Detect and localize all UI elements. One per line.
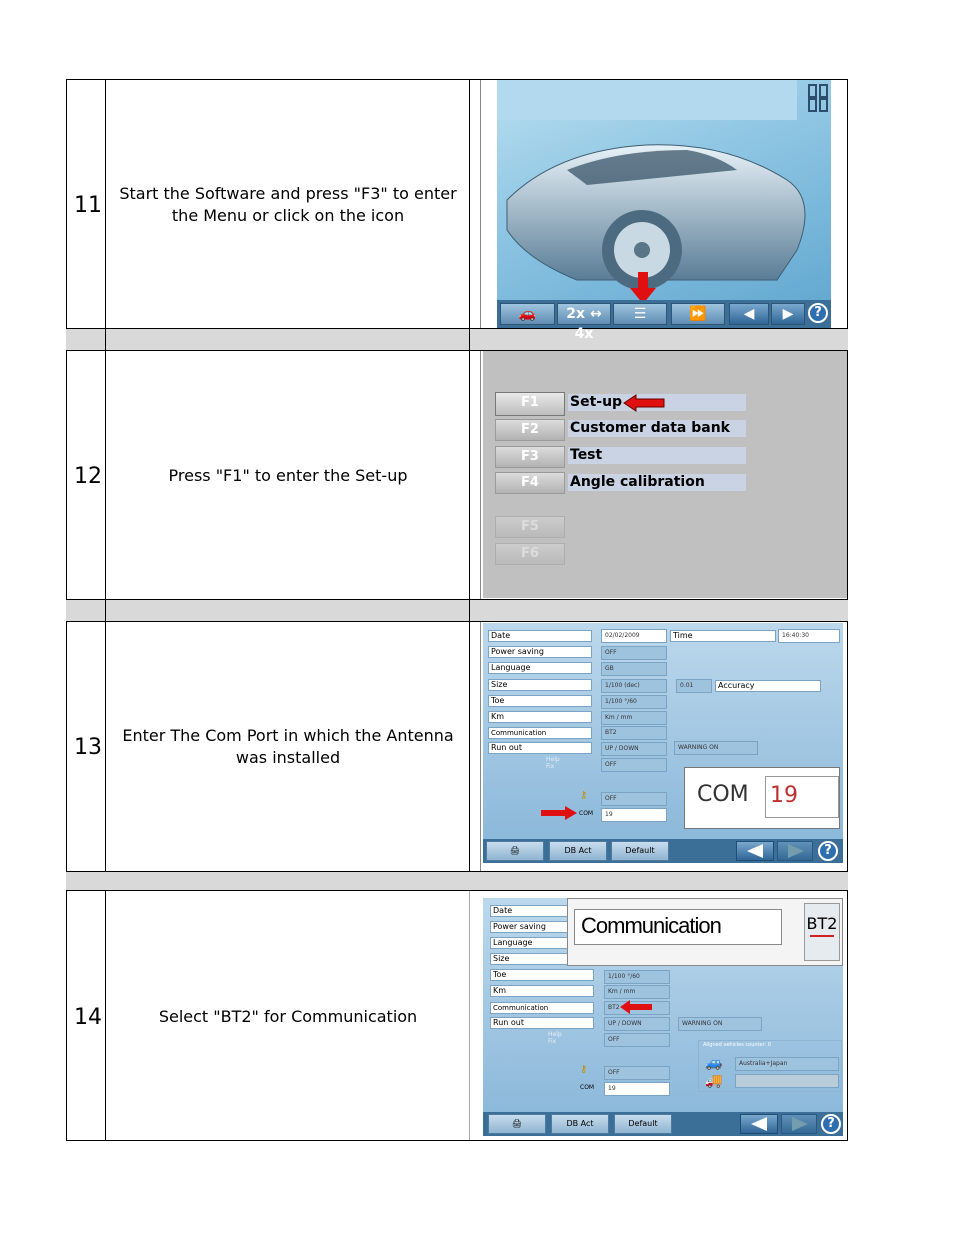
back-button[interactable] <box>729 303 769 325</box>
language-value[interactable]: GB <box>601 662 667 676</box>
car-image <box>497 110 831 300</box>
back-button[interactable] <box>736 841 774 861</box>
db-act-button[interactable]: DB Act <box>551 1114 609 1134</box>
f2-key[interactable]: F2 <box>495 419 565 441</box>
step-description: Press "F1" to enter the Set-up <box>168 466 408 485</box>
com-value[interactable]: 19 <box>604 1082 670 1096</box>
run-out-value[interactable]: UP / DOWN <box>604 1017 670 1031</box>
default-button[interactable]: Default <box>614 1114 672 1134</box>
menu-item-angle-calibration[interactable]: Angle calibration <box>568 474 746 491</box>
zoom-bt2-value[interactable]: BT2 <box>804 903 840 961</box>
run-out-label: Run out <box>490 1017 594 1029</box>
printer-icon: 🖨 <box>509 846 521 855</box>
row-separator <box>66 871 848 891</box>
f4-key[interactable]: F4 <box>495 472 565 494</box>
zoom-communication-label: Communication <box>574 909 782 945</box>
toe-label: Toe <box>488 695 592 707</box>
step-number: 13 <box>74 735 102 760</box>
key-icon: ⚷ <box>580 790 588 801</box>
car-icon: 🚗 <box>518 306 537 322</box>
fast-forward-icon: ⏩ <box>689 306 707 322</box>
com-label: COM <box>579 810 594 817</box>
menu-icon-button[interactable] <box>613 303 667 325</box>
row-separator <box>66 328 848 351</box>
car-icon: 🚙 <box>705 1055 723 1071</box>
help-button[interactable]: ? <box>818 841 838 861</box>
communication-label: Communication <box>488 727 592 739</box>
toe-value[interactable]: 1/100 °/60 <box>601 695 667 709</box>
km-value[interactable]: Km / mm <box>601 711 667 725</box>
km-label: Km <box>488 711 592 723</box>
key-icon: ⚷ <box>580 1064 588 1075</box>
step-description: Enter The Com Port in which the Antenna was installed <box>122 726 454 767</box>
forward-button[interactable] <box>777 841 813 861</box>
date-label: Date <box>488 630 592 642</box>
menu-item-test[interactable]: Test <box>568 447 746 464</box>
language-label: Language <box>490 937 570 949</box>
f5-key: F5 <box>495 516 565 538</box>
arrow-left-icon <box>741 1115 779 1133</box>
toe-value[interactable]: 1/100 °/60 <box>604 970 670 984</box>
grid-icon <box>807 83 829 113</box>
language-label: Language <box>488 662 592 674</box>
warning-value[interactable]: WARNING ON <box>678 1017 762 1031</box>
printer-icon: 🖨 <box>511 1119 523 1128</box>
red-arrow-icon <box>541 806 577 820</box>
accuracy-value[interactable]: 0.01 <box>676 679 712 693</box>
vehicle-select-button[interactable] <box>500 303 555 325</box>
com-label: COM <box>580 1084 595 1091</box>
km-value[interactable]: Km / mm <box>604 985 670 999</box>
size-label: Size <box>488 679 592 691</box>
km-label: Km <box>490 985 594 997</box>
region-value-2[interactable] <box>735 1074 839 1088</box>
size-value[interactable]: 1/100 (dec) <box>601 679 667 693</box>
size-label: Size <box>490 953 570 965</box>
help-fix-value[interactable]: OFF <box>604 1033 670 1047</box>
communication-value[interactable]: BT2 <box>604 1001 670 1015</box>
com-zoom-inset <box>684 767 840 829</box>
communication-zoom-inset <box>567 898 843 966</box>
f6-key: F6 <box>495 543 565 565</box>
arrow-right-icon: ▶ <box>782 306 794 322</box>
power-saving-label: Power saving <box>490 921 570 933</box>
date-label: Date <box>490 905 570 917</box>
communication-value[interactable]: BT2 <box>601 726 667 740</box>
help-button[interactable]: ? <box>821 1114 841 1134</box>
warning-value[interactable]: WARNING ON <box>674 741 758 755</box>
step-description: Start the Software and press "F3" to enter the Menu or click on the icon <box>119 184 457 225</box>
forward-button[interactable] <box>781 1114 817 1134</box>
zoom-com-value[interactable]: 19 <box>765 776 839 818</box>
print-button[interactable] <box>488 1114 546 1134</box>
column-divider <box>480 80 481 871</box>
zoom-toggle-button[interactable]: 2x ↔ 4x <box>557 303 611 325</box>
arrow-left-icon: ◀ <box>743 306 755 322</box>
key-value[interactable]: OFF <box>601 792 667 806</box>
help-fix-value[interactable]: OFF <box>601 758 667 772</box>
help-fix-label: Help Fix <box>548 1031 562 1045</box>
row-separator <box>66 599 848 622</box>
step-number: 11 <box>74 193 102 218</box>
fast-forward-button[interactable] <box>671 303 725 325</box>
menu-item-setup[interactable]: Set-up <box>568 394 746 411</box>
key-value[interactable]: OFF <box>604 1066 670 1080</box>
aligned-vehicles-panel <box>698 1040 842 1092</box>
main-screen-screenshot <box>497 80 831 342</box>
toe-label: Toe <box>490 969 594 981</box>
f3-key[interactable]: F3 <box>495 446 565 468</box>
communication-label: Communication <box>490 1002 594 1014</box>
date-value[interactable]: 02/02/2009 <box>601 629 667 643</box>
aligned-counter: Aligned vehicles counter: 0 <box>703 1042 771 1048</box>
com-value[interactable]: 19 <box>601 808 667 822</box>
region-value[interactable]: Australia+Japan <box>735 1057 839 1071</box>
step-number: 14 <box>74 1005 102 1030</box>
arrow-right-icon <box>782 1115 818 1133</box>
time-label: Time <box>670 630 776 642</box>
step-number: 12 <box>74 464 102 489</box>
arrow-left-icon <box>737 842 775 860</box>
red-arrow-icon <box>624 395 664 411</box>
run-out-value[interactable]: UP / DOWN <box>601 742 667 756</box>
power-saving-label: Power saving <box>488 646 592 658</box>
time-value[interactable]: 16:40:30 <box>778 629 840 643</box>
arrow-right-icon <box>778 842 814 860</box>
help-button[interactable]: ? <box>808 303 828 323</box>
print-button[interactable] <box>486 841 544 861</box>
menu-item-customer-data-bank[interactable]: Customer data bank <box>568 420 746 437</box>
step-description: Select "BT2" for Communication <box>158 1007 418 1026</box>
f1-key[interactable]: F1 <box>495 392 565 416</box>
zoom-com-label: COM <box>697 782 749 807</box>
back-button[interactable] <box>740 1114 778 1134</box>
default-button[interactable]: Default <box>611 841 669 861</box>
accuracy-label: Accuracy <box>715 680 821 692</box>
run-out-label: Run out <box>488 742 592 754</box>
red-arrow-icon <box>620 1000 652 1014</box>
menu-icon: ☰ <box>633 306 647 322</box>
db-act-button[interactable]: DB Act <box>549 841 607 861</box>
help-fix-label: Help Fix <box>546 756 560 770</box>
forward-button[interactable] <box>771 303 805 325</box>
power-saving-value[interactable]: OFF <box>601 646 667 660</box>
truck-icon: 🚚 <box>705 1073 723 1089</box>
